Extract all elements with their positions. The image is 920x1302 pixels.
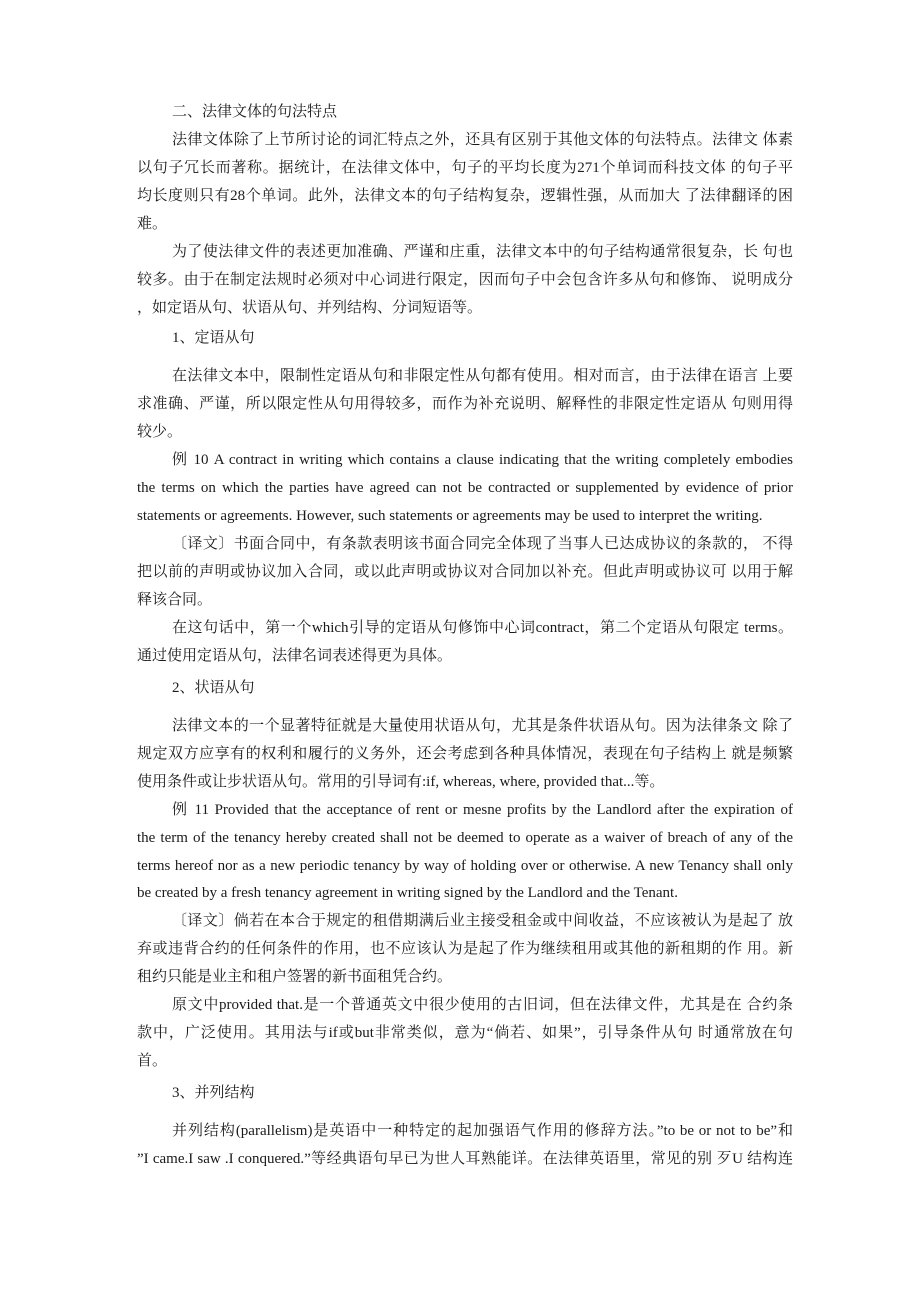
- paragraph-line: 〔译文〕书面合同中，有条款表明该书面合同完全体现了当事人已达成协议的条款的， 不得: [172, 536, 793, 552]
- paragraph-line: 首。: [137, 1053, 168, 1069]
- paragraph-line: 把以前的声明或协议加入合同，或以此声明或协议对合同加以补充。但此声明或协议可 以用于解: [137, 564, 793, 580]
- paragraph-line: 在法律文本中，限制性定语从句和非限定性从句都有使用。相对而言，由于法律在语言 上要: [172, 368, 793, 384]
- paragraph-line: 规定双方应享有的权利和履行的义务外，还会考虑到各种具体情况，表现在句子结构上 就是频繁: [137, 746, 793, 762]
- paragraph-line: 较多。由于在制定法规时必须对中心词进行限定，因而句子中会包含许多从句和修饰、 说明成分: [137, 272, 793, 288]
- paragraph-line: 均长度则只有28个单词。此外，法律文本的句子结构复杂，逻辑性强，从而加大 了法律翻译的困: [137, 188, 793, 204]
- paragraph-line: 〔译文〕倘若在本合于规定的租借期满后业主接受租金或中间收益，不应该被认为是起了 放: [172, 913, 793, 929]
- paragraph-line: 求准确、严谨，所以限定性从句用得较多，而作为补充说明、解释性的非限定性定语从 句则用得: [137, 396, 793, 412]
- paragraph-line: 法律文体除了上节所讨论的词汇特点之外，还具有区别于其他文体的句法特点。法律文 体素: [172, 132, 793, 148]
- paragraph-line: the terms on which the parties have agreed can not be contracted or supplemented by evidence of prior: [137, 480, 793, 496]
- section-heading: 2、状语从句: [172, 680, 255, 696]
- paragraph-line: 通过使用定语从句，法律名词表述得更为具体。: [137, 648, 453, 664]
- paragraph-line: terms hereof nor as a new periodic tenancy by way of holding over or otherwise. A new Tenancy shall only: [137, 858, 793, 874]
- paragraph-line: ，如定语从句、状语从句、并列结构、分词短语等。: [137, 300, 483, 316]
- paragraph-line: 例 11 Provided that the acceptance of rent or mesne profits by the Landlord after the expiration of: [172, 802, 793, 818]
- section-heading: 二、法律文体的句法特点: [172, 104, 338, 120]
- paragraph-line: 使用条件或让步状语从句。常用的引导词有:if, whereas, where, provided that...等。: [137, 774, 665, 790]
- paragraph-line: 原文中provided that.是一个普通英文中很少使用的古旧词，但在法律文件，尤其是在 合约条: [172, 997, 793, 1013]
- paragraph-line: 并列结构(parallelism)是英语中一种特定的起加强语气作用的修辞方法。”to be or not to be”和: [172, 1123, 793, 1139]
- paragraph-line: be created by a fresh tenancy agreement in writing signed by the Landlord and the Tenant.: [137, 885, 678, 901]
- paragraph-line: 例 10 A contract in writing which contains a clause indicating that the writing completely embodies: [172, 452, 793, 468]
- paragraph-line: 释该合同。: [137, 592, 213, 608]
- paragraph-line: 弃或违背合约的任何条件的作用，也不应该认为是起了作为继续租用或其他的新租期的作 用。新: [137, 941, 793, 957]
- paragraph-line: 难。: [137, 216, 168, 232]
- paragraph-line: 以句子冗长而著称。据统计，在法律文体中，句子的平均长度为271个单词而科技文体 的句子平: [137, 160, 793, 176]
- paragraph-line: 为了使法律文件的表述更加准确、严谨和庄重，法律文本中的句子结构通常很复杂，长 句也: [172, 244, 793, 260]
- paragraph-line: 法律文本的一个显著特征就是大量使用状语从句，尤其是条件状语从句。因为法律条文 除了: [172, 718, 793, 734]
- paragraph-line: the term of the tenancy hereby created shall not be deemed to operate as a waiver of breach of any of the: [137, 830, 793, 846]
- paragraph-line: statements or agreements. However, such statements or agreements may be used to interpret the writing.: [137, 508, 763, 524]
- paragraph-line: 款中，广泛使用。其用法与if或but非常类似，意为“倘若、如果”，引导条件从句 时通常放在句: [137, 1025, 793, 1041]
- paragraph-line: 在这句话中，第一个which引导的定语从句修饰中心词contract，第二个定语从句限定 terms。: [172, 620, 793, 636]
- section-heading: 3、并列结构: [172, 1085, 255, 1101]
- paragraph-line: ”I came.I saw .I conquered.”等经典语句早已为世人耳熟能详。在法律英语里，常见的别 歹U 结构连: [137, 1151, 793, 1167]
- paragraph-line: 较少。: [137, 424, 183, 440]
- paragraph-line: 租约只能是业主和租户签署的新书面租凭合约。: [137, 969, 453, 985]
- section-heading: 1、定语从句: [172, 330, 255, 346]
